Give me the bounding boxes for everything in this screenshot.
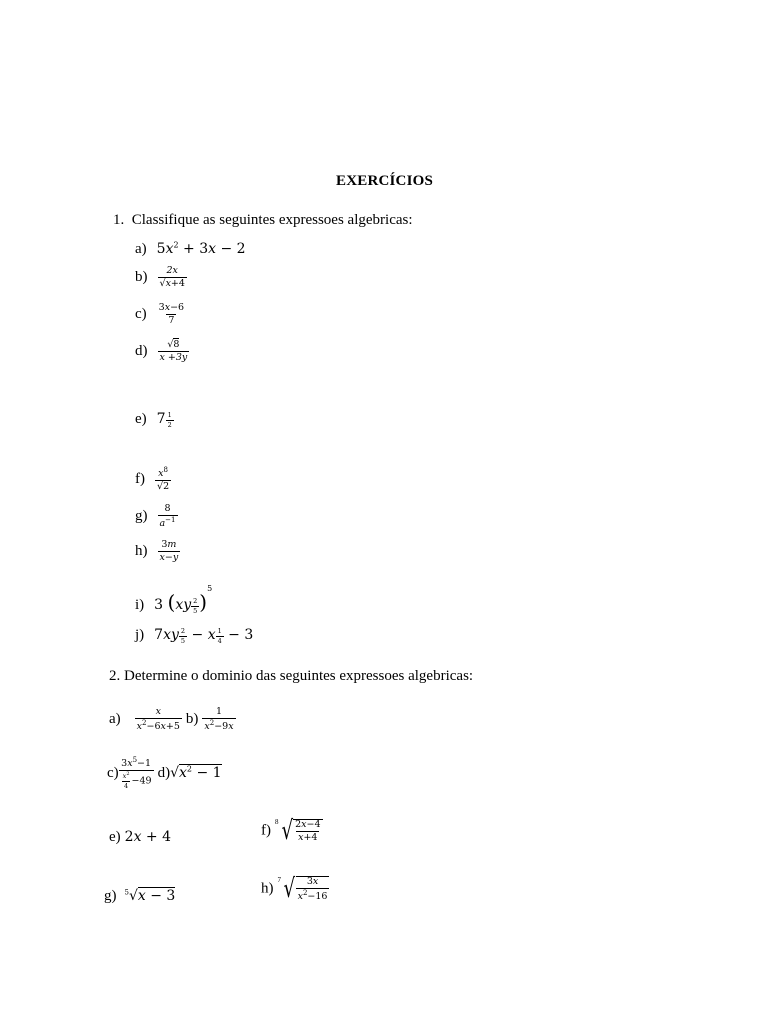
item-label: c) [135, 306, 147, 323]
q2-item-a-b [109, 707, 236, 732]
item-label: c) [107, 765, 119, 782]
nth-root: $^5$√x − 3 [124, 888, 176, 904]
fraction: $\frac{2x}{√x+4}$ [159, 265, 185, 289]
item-label: f) [135, 471, 145, 488]
expression: 7 $\frac{1}{2}$ [156, 411, 172, 430]
item-label: g) [135, 508, 148, 525]
q2-item-g [104, 887, 175, 905]
item-label: i) [135, 597, 145, 613]
item-label: h) [135, 543, 148, 560]
q1-item-i [135, 584, 212, 615]
q1-item-j [135, 626, 253, 645]
root-index: 8 [275, 818, 279, 826]
q1-item-a [135, 240, 246, 258]
fraction: $\frac{1}{x^2-9x}$ [204, 706, 234, 733]
item-label: f) [261, 822, 271, 839]
item-label: g) [104, 888, 117, 904]
q1-item-e [135, 410, 174, 429]
q1-item-f [135, 467, 171, 492]
item-label: j) [135, 627, 145, 643]
fraction: $\frac{3x-6}{7}$ [158, 302, 185, 326]
question-2-heading: 2. Determine o dominio das seguintes expressoes algebricas: [109, 668, 474, 684]
expression: 2x + 4 [124, 829, 172, 845]
q2-item-f [261, 818, 323, 844]
item-label: b) [185, 711, 199, 728]
q1-item-g [135, 504, 178, 529]
q2-item-h [261, 874, 329, 905]
fraction: $\frac{8}{a^{-1}}$ [159, 503, 176, 530]
item-label: d) [135, 343, 148, 360]
expression: 3 (xy $\frac{2}{5}$ )$^5$ [154, 584, 213, 616]
q2-item-e [109, 828, 171, 846]
question-1-heading: 1. Classifique as seguintes expressoes algebricas: [113, 212, 413, 228]
item-label: a) [135, 241, 147, 257]
q1-item-c [135, 303, 186, 326]
item-label: d) [157, 765, 171, 782]
fraction: $\frac{3m}{x-y}$ [159, 539, 179, 563]
q1-item-h [135, 540, 180, 563]
expression: $√x^2 - 1$ [170, 764, 222, 782]
item-label: b) [135, 269, 148, 286]
fraction: $3x^5-1$ $\frac{x^2}{4}$ −49 [119, 757, 154, 790]
q1-item-b [135, 266, 187, 289]
expression: $5x^2 + 3x - 2$ [156, 240, 246, 257]
fraction: $\frac{x^8}{√2}$ [157, 466, 170, 493]
q1-item-d [135, 340, 189, 363]
root-index: 7 [277, 876, 281, 884]
item-label: a) [109, 711, 121, 728]
expression: 7xy $\frac{2}{5}$ − x $\frac{1}{4}$ − 3 [154, 627, 254, 646]
page-title: EXERCÍCIOS [336, 173, 434, 189]
root-index: 5 [124, 888, 129, 897]
nth-root: 8 √ $\frac{2x-4}{x+4}$ [275, 816, 321, 846]
nth-root: 7 √ $\frac{3x}{x^2-16}$ [277, 874, 328, 905]
item-label: e) [135, 411, 147, 427]
item-label: e) [109, 829, 121, 845]
q2-item-c-d [107, 757, 222, 790]
item-label: h) [261, 880, 274, 897]
fraction: $\frac{√8}{x +3y}$ [159, 339, 188, 363]
fraction: $\frac{x}{x^2-6x+5}$ [136, 706, 180, 733]
